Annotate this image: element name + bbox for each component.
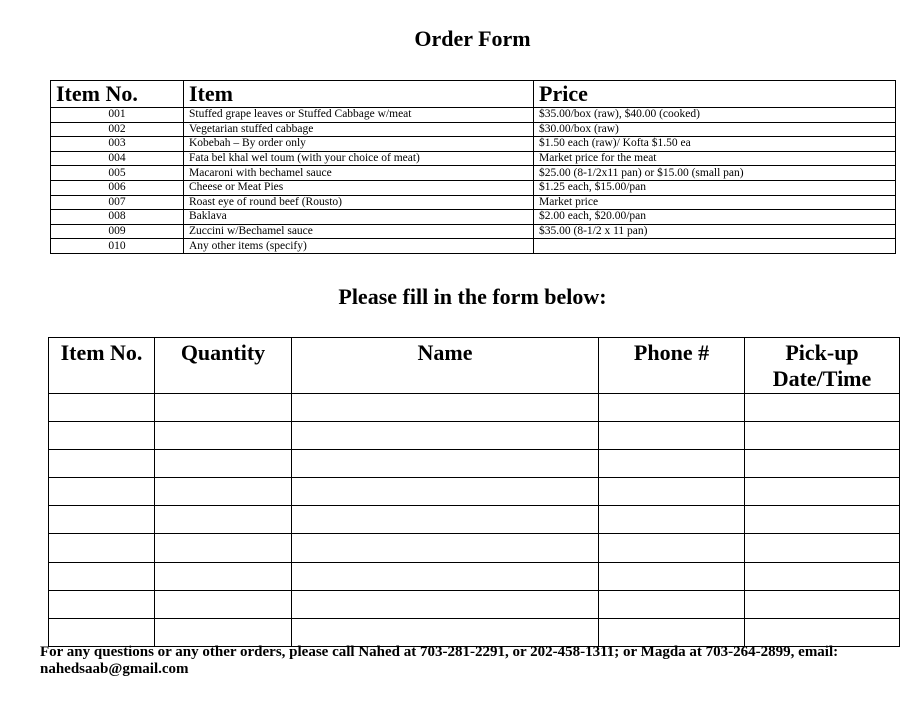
phone-cell[interactable] bbox=[599, 562, 745, 590]
order-row bbox=[49, 506, 900, 534]
phone-cell[interactable] bbox=[599, 450, 745, 478]
menu-item-number: 010 bbox=[51, 239, 184, 254]
menu-row bbox=[51, 210, 896, 225]
item-no-cell[interactable] bbox=[49, 394, 155, 422]
name-cell[interactable] bbox=[292, 590, 599, 618]
menu-header-item: Item bbox=[184, 81, 534, 108]
menu-header-row bbox=[51, 81, 896, 108]
item-no-cell[interactable] bbox=[49, 534, 155, 562]
item-no-cell[interactable] bbox=[49, 506, 155, 534]
menu-table bbox=[50, 80, 896, 254]
menu-item-number: 005 bbox=[51, 166, 184, 181]
contact-footer: For any questions or any other orders, please call Nahed at 703-281-2291, or 202-458-1311; or Magda at 703-264-2899, email: nahedsaab@gmail.com bbox=[40, 644, 839, 677]
phone-cell[interactable] bbox=[599, 534, 745, 562]
menu-item-price: $25.00 (8-1/2x11 pan) or $15.00 (small pan) bbox=[534, 166, 896, 181]
pickup-cell[interactable] bbox=[745, 450, 900, 478]
quantity-cell[interactable] bbox=[155, 618, 292, 646]
menu-row bbox=[51, 166, 896, 181]
item-no-cell[interactable] bbox=[49, 562, 155, 590]
name-cell[interactable] bbox=[292, 394, 599, 422]
phone-cell[interactable] bbox=[599, 590, 745, 618]
menu-row bbox=[51, 180, 896, 195]
menu-row bbox=[51, 151, 896, 166]
menu-item-name: Baklava bbox=[184, 210, 534, 225]
menu-item-price: $1.25 each, $15.00/pan bbox=[534, 180, 896, 195]
menu-row bbox=[51, 239, 896, 254]
menu-item-name: Zuccini w/Bechamel sauce bbox=[184, 224, 534, 239]
order-header-phone: Phone # bbox=[599, 338, 745, 394]
menu-item-number: 003 bbox=[51, 137, 184, 152]
pickup-cell[interactable] bbox=[745, 534, 900, 562]
menu-item-number: 006 bbox=[51, 180, 184, 195]
phone-cell[interactable] bbox=[599, 394, 745, 422]
menu-item-number: 002 bbox=[51, 122, 184, 137]
menu-item-price: $2.00 each, $20.00/pan bbox=[534, 210, 896, 225]
order-header-name: Name bbox=[292, 338, 599, 394]
menu-item-name: Roast eye of round beef (Rousto) bbox=[184, 195, 534, 210]
pickup-cell[interactable] bbox=[745, 394, 900, 422]
order-header-pickup: Pick-up Date/Time bbox=[745, 338, 900, 394]
quantity-cell[interactable] bbox=[155, 590, 292, 618]
menu-item-number: 009 bbox=[51, 224, 184, 239]
order-row bbox=[49, 394, 900, 422]
name-cell[interactable] bbox=[292, 478, 599, 506]
menu-item-price: $30.00/box (raw) bbox=[534, 122, 896, 137]
order-header-quantity: Quantity bbox=[155, 338, 292, 394]
quantity-cell[interactable] bbox=[155, 534, 292, 562]
name-cell[interactable] bbox=[292, 506, 599, 534]
item-no-cell[interactable] bbox=[49, 478, 155, 506]
menu-item-price: $35.00/box (raw), $40.00 (cooked) bbox=[534, 108, 896, 123]
pickup-cell[interactable] bbox=[745, 478, 900, 506]
name-cell[interactable] bbox=[292, 618, 599, 646]
menu-item-name: Any other items (specify) bbox=[184, 239, 534, 254]
item-no-cell[interactable] bbox=[49, 618, 155, 646]
order-form-table bbox=[48, 337, 900, 647]
order-row bbox=[49, 534, 900, 562]
name-cell[interactable] bbox=[292, 422, 599, 450]
menu-item-price: $35.00 (8-1/2 x 11 pan) bbox=[534, 224, 896, 239]
pickup-cell[interactable] bbox=[745, 562, 900, 590]
order-row bbox=[49, 422, 900, 450]
menu-item-price bbox=[534, 239, 896, 254]
menu-item-name: Macaroni with bechamel sauce bbox=[184, 166, 534, 181]
order-header-item-no: Item No. bbox=[49, 338, 155, 394]
phone-cell[interactable] bbox=[599, 422, 745, 450]
menu-item-number: 004 bbox=[51, 151, 184, 166]
order-row bbox=[49, 450, 900, 478]
order-header-row bbox=[49, 338, 900, 394]
pickup-cell[interactable] bbox=[745, 422, 900, 450]
pickup-cell[interactable] bbox=[745, 506, 900, 534]
menu-item-name: Fata bel khal wel toum (with your choice of meat) bbox=[184, 151, 534, 166]
menu-row bbox=[51, 108, 896, 123]
menu-row bbox=[51, 224, 896, 239]
phone-cell[interactable] bbox=[599, 618, 745, 646]
menu-item-price: Market price for the meat bbox=[534, 151, 896, 166]
quantity-cell[interactable] bbox=[155, 478, 292, 506]
menu-row bbox=[51, 195, 896, 210]
quantity-cell[interactable] bbox=[155, 450, 292, 478]
pickup-cell[interactable] bbox=[745, 618, 900, 646]
form-instruction: Please fill in the form below: bbox=[338, 284, 607, 309]
quantity-cell[interactable] bbox=[155, 422, 292, 450]
menu-item-name: Vegetarian stuffed cabbage bbox=[184, 122, 534, 137]
menu-item-price: $1.50 each (raw)/ Kofta $1.50 ea bbox=[534, 137, 896, 152]
menu-item-number: 008 bbox=[51, 210, 184, 225]
menu-item-number: 001 bbox=[51, 108, 184, 123]
phone-cell[interactable] bbox=[599, 478, 745, 506]
menu-item-name: Stuffed grape leaves or Stuffed Cabbage w/meat bbox=[184, 108, 534, 123]
phone-cell[interactable] bbox=[599, 506, 745, 534]
order-row bbox=[49, 478, 900, 506]
menu-row bbox=[51, 122, 896, 137]
pickup-cell[interactable] bbox=[745, 590, 900, 618]
page-title: Order Form bbox=[414, 26, 531, 51]
order-row bbox=[49, 562, 900, 590]
name-cell[interactable] bbox=[292, 450, 599, 478]
menu-header-price: Price bbox=[534, 81, 896, 108]
menu-row bbox=[51, 137, 896, 152]
quantity-cell[interactable] bbox=[155, 562, 292, 590]
name-cell[interactable] bbox=[292, 562, 599, 590]
item-no-cell[interactable] bbox=[49, 422, 155, 450]
menu-item-name: Cheese or Meat Pies bbox=[184, 180, 534, 195]
menu-header-item-no: Item No. bbox=[51, 81, 184, 108]
item-no-cell[interactable] bbox=[49, 590, 155, 618]
menu-item-number: 007 bbox=[51, 195, 184, 210]
quantity-cell[interactable] bbox=[155, 506, 292, 534]
quantity-cell[interactable] bbox=[155, 394, 292, 422]
order-row bbox=[49, 618, 900, 646]
menu-item-price: Market price bbox=[534, 195, 896, 210]
name-cell[interactable] bbox=[292, 534, 599, 562]
menu-item-name: Kobebah – By order only bbox=[184, 137, 534, 152]
order-row bbox=[49, 590, 900, 618]
item-no-cell[interactable] bbox=[49, 450, 155, 478]
